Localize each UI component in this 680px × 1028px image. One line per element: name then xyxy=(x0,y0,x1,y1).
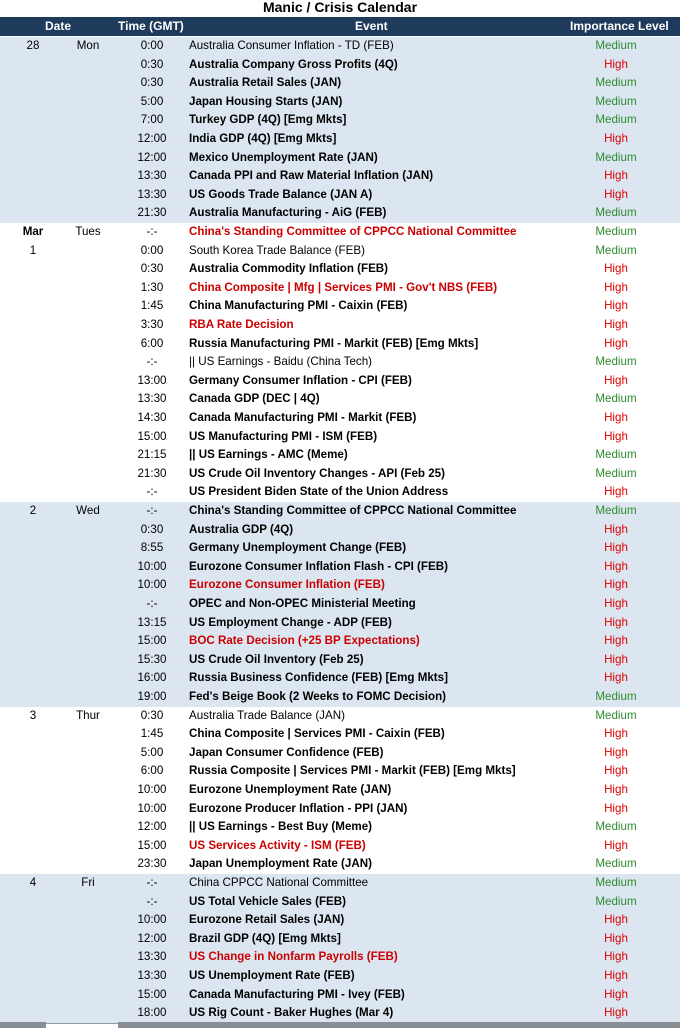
importance-cell: High xyxy=(604,299,628,313)
importance-cell: High xyxy=(604,968,628,982)
importance-cell: Medium xyxy=(595,504,637,517)
event-cell: China Manufacturing PMI - Caixin (FEB) xyxy=(189,299,408,313)
table-row xyxy=(0,614,680,633)
event-cell: Australia Manufacturing - AiG (FEB) xyxy=(189,206,387,220)
time-cell: 16:00 xyxy=(137,671,167,685)
event-cell: India GDP (4Q) [Emg Mkts] xyxy=(189,131,337,145)
importance-cell: High xyxy=(604,131,628,145)
time-cell: 10:00 xyxy=(137,559,167,573)
event-cell: US Services Activity - ISM (FEB) xyxy=(189,838,366,852)
table-row xyxy=(0,353,680,372)
day-cell: Mon xyxy=(76,39,100,52)
time-cell: -:- xyxy=(146,355,158,369)
event-cell: BOC Rate Decision (+25 BP Expectations) xyxy=(189,634,420,648)
table-row xyxy=(0,576,680,595)
table-row xyxy=(0,800,680,819)
table-row xyxy=(0,428,680,447)
importance-cell: High xyxy=(604,838,628,852)
importance-cell: Medium xyxy=(595,448,637,462)
table-row xyxy=(0,260,680,279)
time-cell: 13:30 xyxy=(137,950,167,964)
table-row xyxy=(0,297,680,316)
time-cell: 13:30 xyxy=(137,968,167,982)
time-cell: 5:00 xyxy=(140,94,164,108)
time-cell: 15:00 xyxy=(137,634,167,648)
table-row xyxy=(0,483,680,502)
time-cell: -:- xyxy=(146,485,158,499)
table-row xyxy=(0,74,680,93)
table-row xyxy=(0,390,680,409)
table-row xyxy=(0,223,680,242)
importance-cell: Medium xyxy=(595,689,637,703)
importance-cell: High xyxy=(604,801,628,815)
importance-cell: Medium xyxy=(595,243,637,257)
event-cell: || US Earnings - Baidu (China Tech) xyxy=(189,355,373,369)
importance-cell: Medium xyxy=(595,225,637,238)
time-cell: 1:45 xyxy=(140,299,164,313)
event-cell: Russia Composite | Services PMI - Markit (FEB) [Emg Mkts] xyxy=(189,764,516,778)
event-cell: Russia Manufacturing PMI - Markit (FEB) [Emg Mkts] xyxy=(189,336,479,350)
event-cell: Mexico Unemployment Rate (JAN) xyxy=(189,150,378,164)
table-row xyxy=(0,837,680,856)
importance-cell: Medium xyxy=(595,894,637,908)
event-cell: Canada GDP (DEC | 4Q) xyxy=(189,392,320,406)
header-time: Time (GMT) xyxy=(118,19,184,33)
importance-cell: High xyxy=(604,671,628,685)
day-cell: Thur xyxy=(76,708,100,722)
importance-cell: High xyxy=(604,931,628,945)
event-cell: Canada Manufacturing PMI - Markit (FEB) xyxy=(189,410,417,424)
table-row xyxy=(0,595,680,614)
time-cell: 0:30 xyxy=(140,76,164,90)
event-cell: Japan Housing Starts (JAN) xyxy=(189,94,343,108)
time-cell: 0:30 xyxy=(140,522,164,536)
importance-cell: High xyxy=(604,187,628,201)
event-cell: Australia Consumer Inflation - TD (FEB) xyxy=(189,39,394,52)
day-cell: Fri xyxy=(81,876,95,889)
event-cell: China's Standing Committee of CPPCC National Committee xyxy=(189,225,517,238)
time-cell: -:- xyxy=(146,894,158,908)
importance-cell: High xyxy=(604,615,628,629)
day-group xyxy=(0,502,680,708)
day-group xyxy=(0,707,680,875)
importance-cell: High xyxy=(604,169,628,183)
event-cell: Australia Commodity Inflation (FEB) xyxy=(189,262,389,276)
table-row xyxy=(0,911,680,930)
time-cell: 21:30 xyxy=(137,466,167,480)
importance-cell: High xyxy=(604,410,628,424)
time-cell: -:- xyxy=(146,504,158,517)
table-row xyxy=(0,37,680,56)
table-row xyxy=(0,167,680,186)
event-cell: US President Biden State of the Union Address xyxy=(189,485,449,499)
importance-cell: High xyxy=(604,57,628,71)
table-row xyxy=(0,242,680,261)
importance-cell: High xyxy=(604,317,628,331)
importance-cell: High xyxy=(604,559,628,573)
time-cell: 21:30 xyxy=(137,206,167,220)
time-cell: 13:00 xyxy=(137,373,167,387)
event-cell: Brazil GDP (4Q) [Emg Mkts] xyxy=(189,931,341,945)
importance-cell: Medium xyxy=(595,857,637,871)
time-cell: 15:00 xyxy=(137,987,167,1001)
importance-cell: High xyxy=(604,652,628,666)
event-cell: US Goods Trade Balance (JAN A) xyxy=(189,187,373,201)
event-cell: US Change in Nonfarm Payrolls (FEB) xyxy=(189,950,398,964)
table-row xyxy=(0,707,680,726)
importance-cell: Medium xyxy=(595,94,637,108)
date-cell: 3 xyxy=(29,708,37,722)
table-row xyxy=(0,316,680,335)
time-cell: 21:15 xyxy=(137,448,167,462)
date-cell: 2 xyxy=(29,504,37,517)
event-cell: Eurozone Consumer Inflation (FEB) xyxy=(189,578,385,592)
day-group xyxy=(0,223,680,503)
importance-cell: Medium xyxy=(595,39,637,52)
bottom-strip-left xyxy=(0,1022,46,1028)
table-row xyxy=(0,279,680,298)
importance-cell: Medium xyxy=(595,466,637,480)
time-cell: 15:00 xyxy=(137,838,167,852)
table-row xyxy=(0,409,680,428)
table-row xyxy=(0,521,680,540)
time-cell: 7:00 xyxy=(140,113,164,127)
event-cell: Fed's Beige Book (2 Weeks to FOMC Decision) xyxy=(189,689,447,703)
time-cell: 12:00 xyxy=(137,150,167,164)
event-cell: Eurozone Unemployment Rate (JAN) xyxy=(189,782,392,796)
importance-cell: Medium xyxy=(595,206,637,220)
event-cell: US Crude Oil Inventory (Feb 25) xyxy=(189,652,364,666)
importance-cell: High xyxy=(604,262,628,276)
event-cell: Australia GDP (4Q) xyxy=(189,522,294,536)
event-cell: South Korea Trade Balance (FEB) xyxy=(189,243,365,257)
table-row xyxy=(0,632,680,651)
table-row xyxy=(0,558,680,577)
importance-cell: High xyxy=(604,727,628,741)
importance-cell: High xyxy=(604,522,628,536)
event-cell: || US Earnings - Best Buy (Meme) xyxy=(189,820,373,834)
table-row xyxy=(0,335,680,354)
time-cell: 13:15 xyxy=(137,615,167,629)
event-cell: Canada PPI and Raw Material Inflation (JAN) xyxy=(189,169,434,183)
table-row xyxy=(0,781,680,800)
event-cell: China's Standing Committee of CPPCC National Committee xyxy=(189,504,517,517)
table-row xyxy=(0,688,680,707)
day-group xyxy=(0,874,680,1024)
time-cell: 12:00 xyxy=(137,131,167,145)
header-date: Date xyxy=(45,19,72,33)
event-cell: Eurozone Consumer Inflation Flash - CPI (FEB) xyxy=(189,559,448,573)
event-cell: US Manufacturing PMI - ISM (FEB) xyxy=(189,429,378,443)
time-cell: 6:00 xyxy=(140,764,164,778)
bottom-strip-right xyxy=(118,1022,680,1028)
header-importance: Importance Level xyxy=(570,19,669,33)
time-cell: 10:00 xyxy=(137,782,167,796)
table-row xyxy=(0,651,680,670)
importance-cell: Medium xyxy=(595,76,637,90)
time-cell: 0:00 xyxy=(140,243,164,257)
date-cell: Mar xyxy=(22,225,44,238)
time-cell: -:- xyxy=(146,876,158,889)
importance-cell: High xyxy=(604,764,628,778)
event-cell: Australia Retail Sales (JAN) xyxy=(189,76,342,90)
time-cell: 10:00 xyxy=(137,578,167,592)
time-cell: 3:30 xyxy=(140,317,164,331)
time-cell: 13:30 xyxy=(137,392,167,406)
event-cell: US Employment Change - ADP (FEB) xyxy=(189,615,392,629)
importance-cell: High xyxy=(604,950,628,964)
event-cell: China Composite | Mfg | Services PMI - Gov't NBS (FEB) xyxy=(189,280,498,294)
day-cell: Wed xyxy=(76,504,100,517)
time-cell: 1:45 xyxy=(140,727,164,741)
time-cell: 0:00 xyxy=(140,39,164,52)
table-row xyxy=(0,744,680,763)
table-row xyxy=(0,186,680,205)
time-cell: 0:30 xyxy=(140,57,164,71)
time-cell: 13:30 xyxy=(137,187,167,201)
date-cell: 28 xyxy=(26,39,40,52)
table-row xyxy=(0,130,680,149)
day-cell: Tues xyxy=(75,225,101,238)
time-cell: 12:00 xyxy=(137,820,167,834)
table-row xyxy=(0,111,680,130)
table-row xyxy=(0,204,680,223)
time-cell: 13:30 xyxy=(137,169,167,183)
table-row xyxy=(0,446,680,465)
table-header xyxy=(0,17,680,36)
time-cell: 15:30 xyxy=(137,652,167,666)
header-event: Event xyxy=(355,19,388,33)
importance-cell: High xyxy=(604,541,628,555)
table-row xyxy=(0,874,680,893)
time-cell: -:- xyxy=(146,225,158,238)
importance-cell: Medium xyxy=(595,355,637,369)
time-cell: 8:55 xyxy=(140,541,164,555)
importance-cell: High xyxy=(604,578,628,592)
event-cell: US Rig Count - Baker Hughes (Mar 4) xyxy=(189,1006,394,1020)
time-cell: 0:30 xyxy=(140,708,164,722)
table-row xyxy=(0,725,680,744)
table-row xyxy=(0,56,680,75)
table-row xyxy=(0,502,680,521)
importance-cell: High xyxy=(604,634,628,648)
importance-cell: High xyxy=(604,429,628,443)
table-row xyxy=(0,465,680,484)
time-cell: 19:00 xyxy=(137,689,167,703)
time-cell: 1:30 xyxy=(140,280,164,294)
time-cell: 12:00 xyxy=(137,931,167,945)
table-row xyxy=(0,93,680,112)
event-cell: OPEC and Non-OPEC Ministerial Meeting xyxy=(189,596,416,610)
time-cell: 10:00 xyxy=(137,913,167,927)
table-row xyxy=(0,669,680,688)
event-cell: China Composite | Services PMI - Caixin (FEB) xyxy=(189,727,445,741)
time-cell: 6:00 xyxy=(140,336,164,350)
table-row xyxy=(0,967,680,986)
table-row xyxy=(0,762,680,781)
importance-cell: High xyxy=(604,373,628,387)
table-row xyxy=(0,372,680,391)
table-row xyxy=(0,893,680,912)
importance-cell: High xyxy=(604,782,628,796)
event-cell: Japan Consumer Confidence (FEB) xyxy=(189,745,384,759)
table-row xyxy=(0,948,680,967)
event-cell: US Total Vehicle Sales (FEB) xyxy=(189,894,346,908)
importance-cell: High xyxy=(604,485,628,499)
day-group xyxy=(0,37,680,224)
importance-cell: Medium xyxy=(595,820,637,834)
date-cell: 4 xyxy=(29,876,37,889)
importance-cell: Medium xyxy=(595,708,637,722)
importance-cell: High xyxy=(604,336,628,350)
event-cell: Australia Company Gross Profits (4Q) xyxy=(189,57,398,71)
importance-cell: High xyxy=(604,1006,628,1020)
table-row xyxy=(0,930,680,949)
time-cell: 10:00 xyxy=(137,801,167,815)
table-row xyxy=(0,986,680,1005)
event-cell: US Unemployment Rate (FEB) xyxy=(189,968,355,982)
importance-cell: High xyxy=(604,596,628,610)
event-cell: || US Earnings - AMC (Meme) xyxy=(189,448,348,462)
event-cell: China CPPCC National Committee xyxy=(189,876,369,889)
event-cell: RBA Rate Decision xyxy=(189,317,294,331)
event-cell: US Crude Oil Inventory Changes - API (Feb 25) xyxy=(189,466,445,480)
time-cell: 23:30 xyxy=(137,857,167,871)
importance-cell: Medium xyxy=(595,113,637,127)
event-cell: Russia Business Confidence (FEB) [Emg Mkts] xyxy=(189,671,448,685)
importance-cell: Medium xyxy=(595,392,637,406)
table-row xyxy=(0,855,680,874)
event-cell: Turkey GDP (4Q) [Emg Mkts] xyxy=(189,113,347,127)
table-row xyxy=(0,149,680,168)
table-row xyxy=(0,539,680,558)
event-cell: Canada Manufacturing PMI - Ivey (FEB) xyxy=(189,987,405,1001)
importance-cell: High xyxy=(604,913,628,927)
time-cell: -:- xyxy=(146,596,158,610)
event-cell: Japan Unemployment Rate (JAN) xyxy=(189,857,372,871)
page-title: Manic / Crisis Calendar xyxy=(262,0,418,15)
date-cell: 1 xyxy=(29,243,37,257)
time-cell: 0:30 xyxy=(140,262,164,276)
event-cell: Eurozone Retail Sales (JAN) xyxy=(189,913,345,927)
event-cell: Australia Trade Balance (JAN) xyxy=(189,708,345,722)
importance-cell: High xyxy=(604,280,628,294)
importance-cell: Medium xyxy=(595,876,637,889)
importance-cell: Medium xyxy=(595,150,637,164)
importance-cell: High xyxy=(604,745,628,759)
importance-cell: High xyxy=(604,987,628,1001)
table-row xyxy=(0,1004,680,1023)
time-cell: 15:00 xyxy=(137,429,167,443)
time-cell: 5:00 xyxy=(140,745,164,759)
time-cell: 14:30 xyxy=(137,410,167,424)
event-cell: Germany Consumer Inflation - CPI (FEB) xyxy=(189,373,412,387)
table-row xyxy=(0,818,680,837)
event-cell: Eurozone Producer Inflation - PPI (JAN) xyxy=(189,801,408,815)
event-cell: Germany Unemployment Change (FEB) xyxy=(189,541,407,555)
time-cell: 18:00 xyxy=(137,1006,167,1020)
